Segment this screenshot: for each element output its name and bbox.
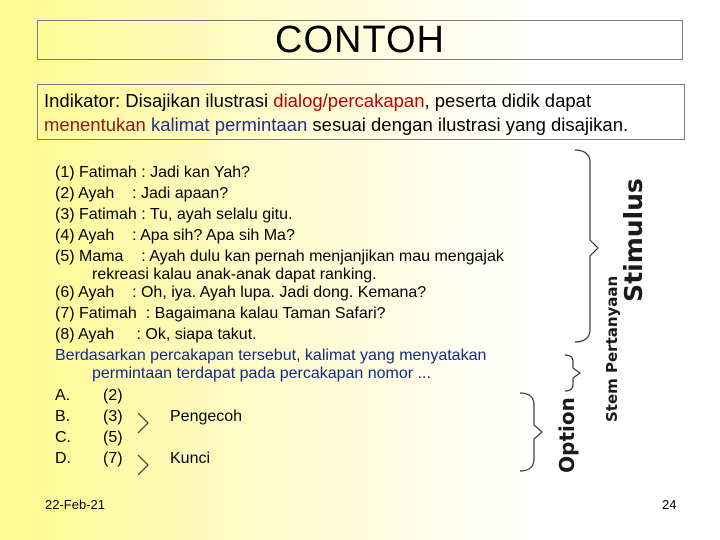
stem-label: Stem Pertanyaan (603, 275, 621, 422)
dialog-line-5: (5) Mama : Ayah dulu kan pernah menjanjikan mau mengajak (55, 248, 504, 265)
option-d-value: (7) (103, 450, 123, 467)
option-b-letter: B. (55, 408, 71, 425)
slide-title-text: CONTOH (275, 18, 445, 61)
key-bracket (138, 455, 148, 475)
dialog-line-6: (6) Ayah : Oh, iya. Ayah lupa. Jadi dong. Kemana? (55, 284, 427, 301)
dialog-line-4: (4) Ayah : Apa sih? Apa sih Ma? (55, 227, 295, 244)
option-label: Option (555, 397, 579, 473)
question-line-1: Berdasarkan percakapan tersebut, kalimat yang menyatakan (55, 347, 487, 364)
option-b-value: (3) (103, 408, 123, 425)
stem-bracket (565, 355, 580, 391)
indicator-text-1: Indikator: Disajikan ilustrasi (44, 90, 274, 111)
footer-page-number: 24 (662, 497, 677, 512)
dialog-line-5-cont: rekreasi kalau anak-anak dapat ranking. (92, 266, 377, 283)
indicator-text-3: , peserta didik dapat (424, 90, 592, 111)
option-a-value: (2) (103, 387, 123, 404)
distractor-bracket (138, 413, 148, 433)
dialog-line-7: (7) Fatimah : Bagaimana kalau Taman Safari? (55, 305, 386, 322)
option-a-letter: A. (55, 387, 71, 404)
option-c-letter: C. (55, 429, 71, 446)
dialog-line-3: (3) Fatimah : Tu, ayah selalu gitu. (55, 206, 293, 223)
stimulus-label: Stimulus (619, 178, 648, 302)
distractor-label: Pengecoh (170, 408, 243, 425)
key-label: Kunci (170, 450, 211, 467)
indicator-text-6: sesuai dengan ilustrasi yang disajikan. (307, 114, 629, 135)
option-d-letter: D. (55, 450, 71, 467)
dialog-line-8: (8) Ayah : Ok, siapa takut. (55, 326, 257, 343)
dialog-line-2: (2) Ayah : Jadi apaan? (55, 185, 229, 202)
option-bracket (520, 393, 542, 471)
indicator-text-2: dialog/percakapan (273, 90, 425, 111)
option-c-value: (5) (103, 429, 123, 446)
indicator-text-4: menentukan (44, 114, 146, 135)
indicator-text-5: kalimat permintaan (145, 114, 308, 135)
dialog-line-1: (1) Fatimah : Jadi kan Yah? (55, 164, 251, 181)
question-line-2: permintaan terdapat pada percakapan nomor ... (92, 365, 431, 382)
footer-date: 22-Feb-21 (45, 497, 105, 512)
